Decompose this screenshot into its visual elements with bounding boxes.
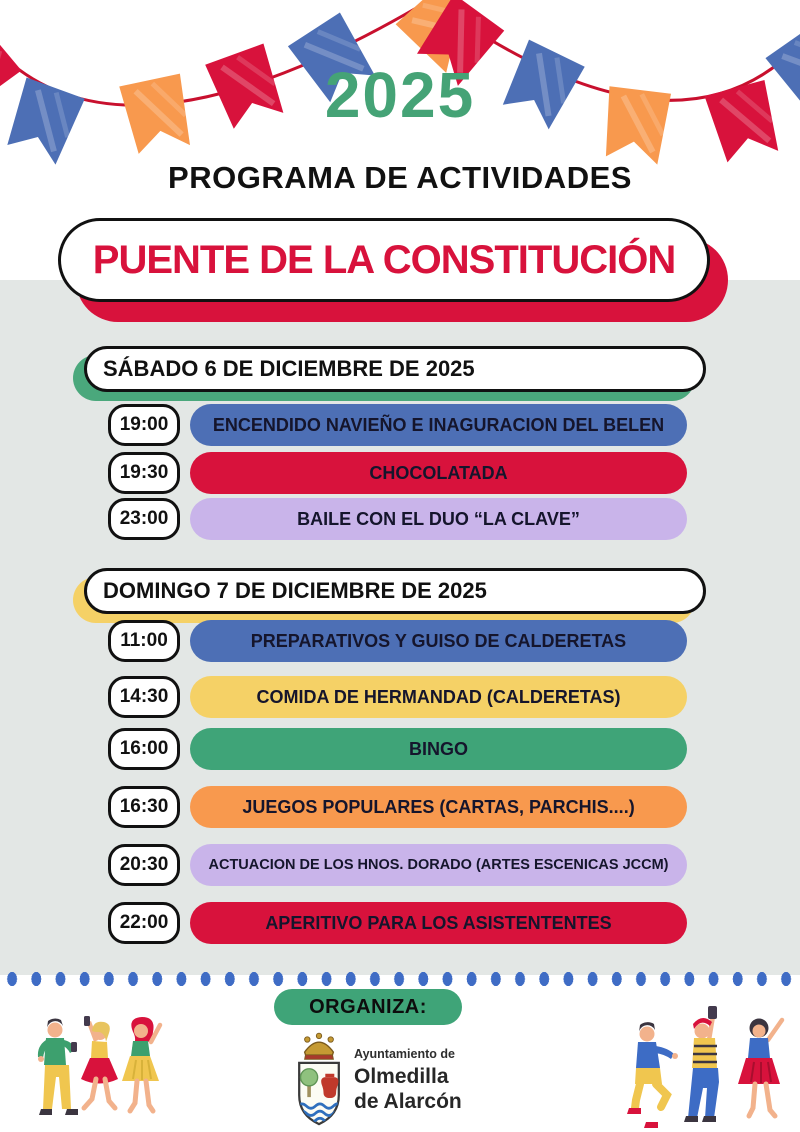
section-header-face bbox=[84, 346, 706, 392]
event-time: 16:30 bbox=[108, 786, 180, 828]
title-banner bbox=[58, 218, 710, 302]
event-pill: COMIDA DE HERMANDAD (CALDERETAS) bbox=[190, 676, 687, 718]
section-header-face bbox=[84, 568, 706, 614]
event-time: 19:00 bbox=[108, 404, 180, 446]
event-pill: PREPARATIVOS Y GUISO DE CALDERETAS bbox=[190, 620, 687, 662]
event-time: 20:30 bbox=[108, 844, 180, 886]
event-time: 19:30 bbox=[108, 452, 180, 494]
poster-title: PUENTE DE LA CONSTITUCIÓN bbox=[92, 237, 676, 282]
event-time: 11:00 bbox=[108, 620, 180, 662]
section-header-sunday bbox=[84, 568, 706, 614]
dancer-woman-blue bbox=[738, 1019, 782, 1117]
poster-subtitle: PROGRAMA DE ACTIVIDADES bbox=[168, 160, 632, 195]
event-time: 22:00 bbox=[108, 902, 180, 944]
dancer-man-blue bbox=[627, 1022, 678, 1128]
dancer-woman-redhair bbox=[122, 1017, 160, 1111]
section-heading: DOMINGO 7 DE DICIEMBRE DE 2025 bbox=[103, 578, 487, 603]
dancers-right-illustration bbox=[616, 1004, 796, 1130]
event-pill: APERITIVO PARA LOS ASISTENTENTES bbox=[190, 902, 687, 944]
event-pill: CHOCOLATADA bbox=[190, 452, 687, 494]
event-time: 16:00 bbox=[108, 728, 180, 770]
event-pill: ENCENDIDO NAVIEÑO E INAGURACION DEL BELEN bbox=[190, 404, 687, 446]
section-header-saturday bbox=[84, 346, 706, 392]
municipality-line3: de Alarcón bbox=[354, 1089, 462, 1113]
municipality-line1: Ayuntamiento de bbox=[354, 1047, 455, 1061]
dancer-man-green bbox=[38, 1019, 78, 1115]
dancer-man-cap bbox=[684, 1006, 719, 1122]
year-heading: 2025 bbox=[324, 59, 476, 131]
event-time: 23:00 bbox=[108, 498, 180, 540]
event-pill: BINGO bbox=[190, 728, 687, 770]
town-crest-icon bbox=[292, 1030, 346, 1130]
municipality-name bbox=[354, 1048, 462, 1112]
dancers-left-illustration bbox=[20, 1014, 172, 1130]
title-banner-face bbox=[58, 218, 710, 302]
municipality-line2: Olmedilla bbox=[354, 1064, 449, 1088]
organiza-pill: ORGANIZA: bbox=[274, 989, 462, 1025]
dancer-woman-blonde bbox=[81, 1016, 118, 1108]
section-heading: SÁBADO 6 DE DICIEMBRE DE 2025 bbox=[103, 356, 475, 381]
event-pill: BAILE CON EL DUO “LA CLAVE” bbox=[190, 498, 687, 540]
event-pill: JUEGOS POPULARES (CARTAS, PARCHIS....) bbox=[190, 786, 687, 828]
event-time: 14:30 bbox=[108, 676, 180, 718]
event-pill: ACTUACION DE LOS HNOS. DORADO (ARTES ESCENICAS JCCM) bbox=[190, 844, 687, 886]
dots-divider bbox=[0, 971, 800, 987]
